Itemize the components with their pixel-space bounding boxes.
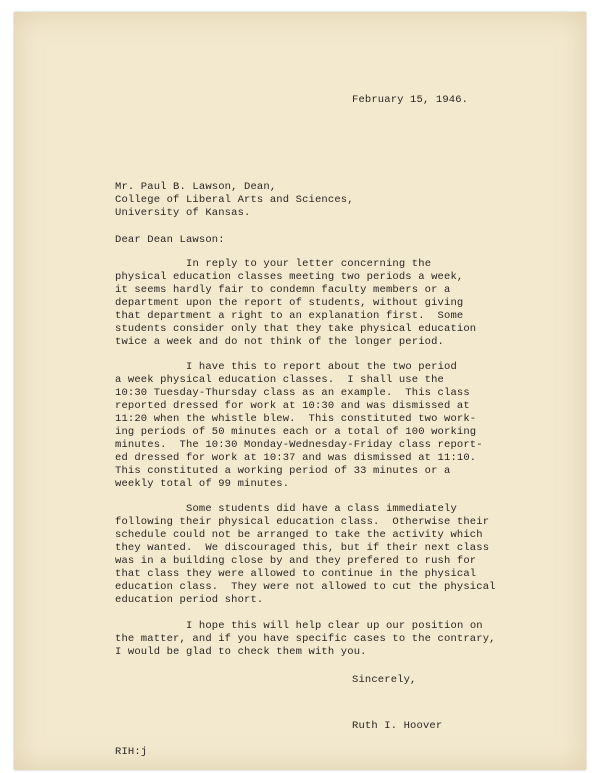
paragraph2-line: This constituted a working period of 33 minutes or a [115,465,451,477]
paragraph1-line: students consider only that they take physical education [115,323,477,335]
salutation: Dear Dean Lawson: [115,234,225,246]
paragraph3-line: they wanted. We discouraged this, but if their next class [115,542,490,554]
paragraph4-line: I hope this will help clear up our position on [186,620,483,632]
paragraph2-line: I have this to report about the two period [186,361,457,373]
paragraph1-line: twice a week and do not think of the longer period. [115,336,445,348]
paragraph4-line: the matter, and if you have specific cases to the contrary, [115,633,496,645]
paragraph3-line: schedule could not be arranged to take the activity which [115,529,483,541]
letter-date: February 15, 1946. [352,94,469,106]
paragraph3-line: that class they were allowed to continue in the physical [115,568,477,580]
closing: Sincerely, [352,674,417,686]
letter-page [14,12,586,770]
reference-initials: RIH:j [115,746,148,758]
recipient-college: College of Liberal Arts and Sciences, [115,194,354,206]
paragraph3-line: education period short. [115,594,264,606]
paragraph2-line: 10:30 Tuesday-Thursday class as an example. This class [115,387,470,399]
paragraph4-line: I would be glad to check them with you. [115,646,367,658]
paragraph2-line: a week physical education classes. I shall use the [115,374,445,386]
paragraph1-line: it seems hardly fair to condemn faculty members or a [115,284,451,296]
paragraph1-line: department upon the report of students, without giving [115,297,464,309]
paragraph1-line: physical education classes meeting two periods a week, [115,271,464,283]
paragraph3-line: was in a building close by and they prefered to rush for [115,555,477,567]
paragraph2-line: ing periods of 50 minutes each or a total of 100 working [115,426,477,438]
signature-name: Ruth I. Hoover [352,720,443,732]
paragraph2-line: minutes. The 10:30 Monday-Wednesday-Friday class report- [115,439,483,451]
paragraph2-line: 11:20 when the whistle blew. This constituted two work- [115,413,477,425]
paragraph3-line: Some students did have a class immediately [186,503,457,515]
paragraph1-line: that department a right to an explanation first. Some [115,310,464,322]
paragraph2-line: reported dressed for work at 10:30 and was dismissed at [115,400,470,412]
paragraph3-line: following their physical education class. Otherwise their [115,516,490,528]
paragraph2-line: weekly total of 99 minutes. [115,478,290,490]
paragraph3-line: education class. They were not allowed to cut the physical [115,581,496,593]
paragraph2-line: ed dressed for work at 10:37 and was dismissed at 11:10. [115,452,477,464]
recipient-name: Mr. Paul B. Lawson, Dean, [115,181,277,193]
paragraph1-line: In reply to your letter concerning the [186,258,432,270]
recipient-university: University of Kansas. [115,207,251,219]
